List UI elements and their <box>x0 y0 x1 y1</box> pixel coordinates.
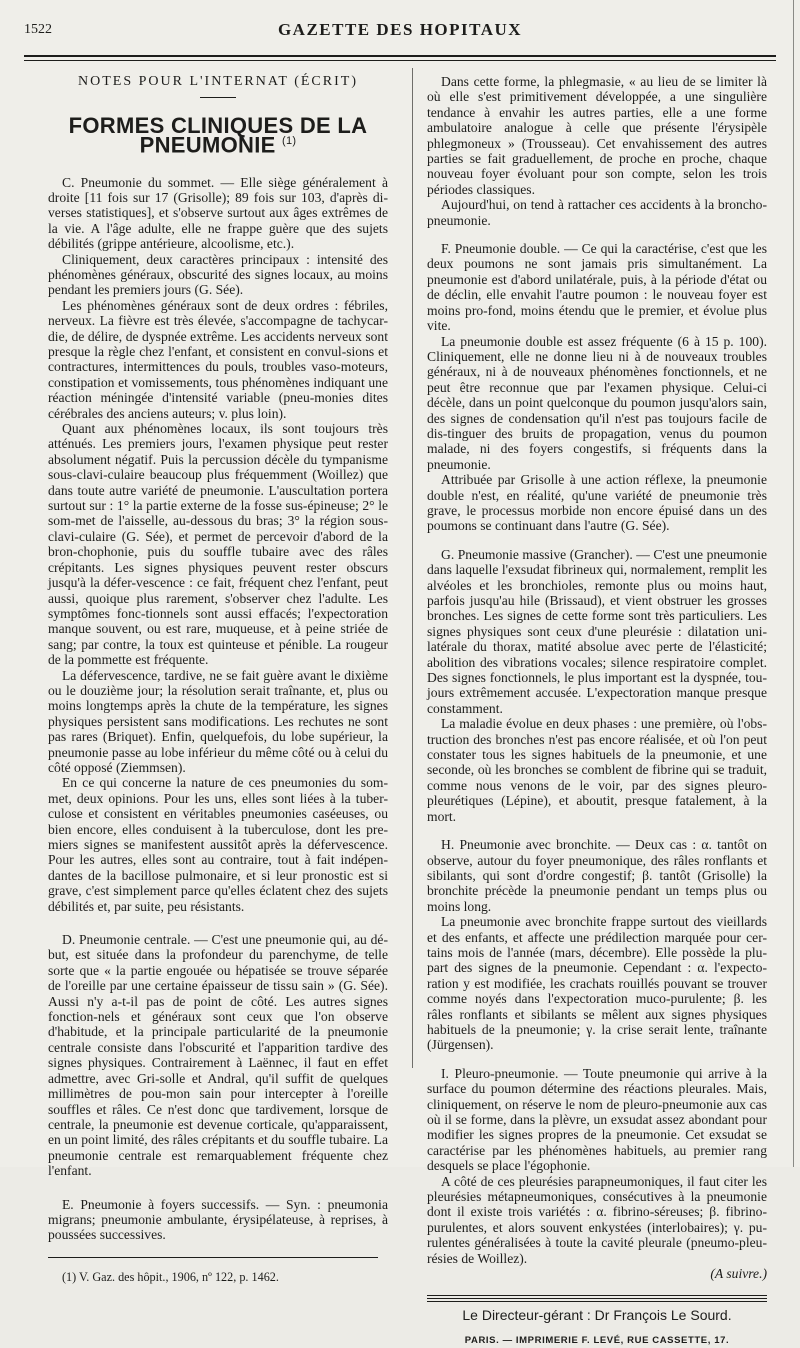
footnote-rule <box>48 1257 378 1258</box>
end-rule <box>427 1298 767 1299</box>
section-h <box>427 837 767 1053</box>
section-f <box>427 241 767 534</box>
paragraph: Cliniquement, deux caractères principaux : intensité des phénomènes généraux, obscurité des signes locaux, au moins pendant les premiers jours (G. Sée). <box>48 251 388 298</box>
editor-line: Le Directeur-gérant : Dr François Le Sourd. <box>462 1307 732 1324</box>
end-rule <box>427 1301 767 1302</box>
section-e <box>48 1197 388 1243</box>
journal-title: GAZETTE DES HOPITAUX <box>277 20 523 39</box>
paragraph: I. Pleuro-pneumonie. — Toute pneumonie qui arrive à la surface du poumon détermine des réactions pleurales. Mais, cliniquement, on réserve le nom de pleuro-pneumonie aux cas où il se forme, dans la plèvre, un exsudat assez abondant pour modifier les signes propres de la pneumonie. Cet exsudat se caractérise par les phénomènes habituels, au premier rang desquels se place l'égophonie. <box>427 1065 767 1174</box>
paragraph: D. Pneumonie centrale. — C'est une pneumonie qui, au dé-but, est située dans la profondeur du parenchyme, de telle sorte que « la partie engouée ou hépatisée se trouve séparée de l'oreille par une certaine épaisseur de tissu sain » (G. Sée). Aussi n'y a-t-il pas de point de côté. Les autres signes fonction-nels et généraux sont ceux que l'on observe d'habitude, et la principale particularité de la pneumonie centrale consiste dans l'obscurité et l'apparition tardive des signes physiques. Contrairement à Laënnec, il faut en effet admettre, avec Gri-solle et Andral, qu'il suffit de quelques millimètres de pou-mon sain pour intercepter à l'oreille souffles et râles. Ce n'est donc que tardivement, lorsque de centrale, la pneumonie est devenue corticale, qu'apparaissent, en un point limité, des râles crépitants et du souffle tubaire. La pneumonie centrale est remarquablement fréquente chez l'enfant. <box>48 932 388 1179</box>
footnote-mark: (1) <box>282 134 297 147</box>
paragraph: A côté de ces pleurésies parapneumoniques, il faut citer les pleurésies métapneumoniques, consécutives à la pneumonie dont il existe trois variétés : α. fibrino-séreuses; β. fibrino-purulentes, et alors souvent enkystées (interlobaires); γ. pu-rulentes généralisées à toute la cavité pleurale (pneumo-pleu-résies de Woillez). <box>427 1173 767 1266</box>
paragraph: La défervescence, tardive, ne se fait guère avant le dixième ou le douzième jour; la résolution serait traînante, et, plus ou moins longtemps après la chute de la température, les signes physiques persistent sans modifications. Les rechutes ne sont pas rares (Briquet). Enfin, quelquefois, du lobe supérieur, la pneumonie passe au lobe inférieur du même côté ou à celui du côté opposé (Ziemmsen). <box>48 667 388 775</box>
page-edge-line <box>793 0 794 1167</box>
paragraph: G. Pneumonie massive (Grancher). — C'est une pneumonie dans laquelle l'exsudat fibrineux qui, normalement, remplit les alvéoles et les bronchioles, remonte plus ou moins haut, parfois jusqu'au hile (Brissaud), et vient obstruer les grosses bronches. Les signes de cette forme sont très particuliers. Les signes physiques sont ceux d'une pleurésie : dilatation uni-latérale du thorax, matité absolue avec perte de l'élasticité; abolition des vibrations vocales; silence respiratoire complet. Des signes fonctionnels, le plus important est la dyspnée, tou-jours extrêmement accusée. L'expectoration manque presque constamment. <box>427 546 767 716</box>
section-e-continued <box>427 74 767 228</box>
paragraph: Les phénomènes généraux sont de deux ordres : fébriles, nerveux. La fièvre est très élevée, s'accompagne de tachycar-die, de délire, de dyspnée extrême. Les accidents nerveux sont presque la règle chez l'enfant, et consistent en convul-sions et contractures, intermittences du pouls, troubles vaso-moteurs, constipation et vomissements, tous phénomènes indiquant une réaction méningée d'intensité variable (pneu-monies dites cérébrales des anciens auteurs; v. plus loin). <box>48 297 388 421</box>
printer-line: PARIS. — IMPRIMERIE F. LEVÉ, RUE CASSETTE, 17. <box>464 1334 730 1346</box>
right-column <box>427 74 767 1348</box>
header-rule-thin <box>24 60 776 61</box>
paragraph: E. Pneumonie à foyers successifs. — Syn. : pneumonia migrans; pneumonie ambulante, érysipélateuse, à reprises, à poussées successives. <box>48 1196 388 1243</box>
paragraph: La pneumonie double est assez fréquente (6 à 15 p. 100). Cliniquement, elle ne donne lieu ni à de nouveaux troubles généraux, ni à de nouveaux phénomènes fonctionnels, et ne peut être reconnue que par l'examen physique. Celui-ci décèle, dans un point quelconque du poumon jusqu'alors sain, des signes de condensation qu'il n'est pas toujours facile de dis-tinguer des bruits de propagation, venus du poumon malade, ni des foyers congestifs, si fréquents dans la pneumonie. <box>427 333 767 472</box>
left-column <box>48 74 388 1285</box>
paragraph: La pneumonie avec bronchite frappe surtout des vieillards et des enfants, et affecte une prédilection marquée pour cer-tains mois de l'année (mars, décembre). Elle possède la plu-part des signes de la pneumonie. Cependant : α. l'expecto-ration y est modifiée, les crachats rouillés pouvant se trouver comme noyés dans l'expectoration muco-purulente; β. les râles ronflants et sibilants se mêlent aux signes physiques habituels de la pneumonie; γ. la crise serait lente, traînante (Jürgensen). <box>427 914 767 1053</box>
paragraph: Quant aux phénomènes locaux, ils sont toujours très atténués. Les premiers jours, l'examen physique peut rester absolument négatif. Puis la percussion décèle du tympanisme sous-clavi-culaire beaucoup plus fréquemment (Woillez) que dans toute autre variété de pneumonie. L'auscultation portera surtout sur : 1° la partie externe de la fosse sus-épineuse; 2° le som-met de l'aisselle, au-dessous du bras; 3° la région sous-clavi-culaire (G. Sée), et permet de percevoir d'abord de la bron-chophonie, puis du souffle tubaire avec des râles crépitants. Les signes physiques peuvent rester obscurs jusqu'à la défer-vescence : ce fait, fréquent chez l'enfant, peut aussi, quoique plus rarement, s'observer chez l'adulte. Les symptômes fonc-tionnels sont aussi effacés; l'expectoration manque souvent, ou est rare, muqueuse, et à peine striée de sang; par contre, la toux est quinteuse et pénible. La rougeur de la pommette est fréquente. <box>48 421 388 668</box>
paragraph: En ce qui concerne la nature de ces pneumonies du som-met, deux opinions. Pour les uns, elles sont liées à la tuber-culose et consistent en véritables pneumonies caséeuses, ou bien encore, elles conduisent à la tuberculose, dont les pre-miers signes se manifestent aussitôt après la défervescence. Pour les autres, elles sont au contraire, tout à fait indépen-dantes de la bacillose pulmonaire, et si leur pronostic est si grave, c'est simplement parce qu'elles éclatent chez des sujets débilités et, par suite, peu résistants. <box>48 775 388 914</box>
paragraph: La maladie évolue en deux phases : une première, où l'obs-truction des bronches n'est pas encore réalisée, et où l'on peut constater tous les signes habituels de la pneumonie, et une seconde, où les bronches se comblent de fibrine qui se traduit, comme nous venons de le voir, par des signes pleuro-pleurétiques (Lépine), et aboutit, presque fatalement, à la mort. <box>427 716 767 824</box>
footnote: (1) V. Gaz. des hôpit., 1906, nº 122, p. 1462. <box>62 1269 279 1284</box>
paragraph: H. Pneumonie avec bronchite. — Deux cas : α. tantôt on observe, autour du foyer pneumonique, des râles ronflants et sibilants, qui sont d'ordre congestif; β. tantôt (Grisolle) la bronchite précède la pneumonie pendant un temps plus ou moins long. <box>427 837 767 914</box>
page-number: 1522 <box>24 22 52 37</box>
to-be-continued: (A suivre.) <box>710 1266 767 1282</box>
section-d <box>48 932 388 1179</box>
article-title-text: FORMES CLINIQUES DE LA PNEUMONIE <box>68 113 368 158</box>
heading-rule <box>200 97 236 98</box>
column-divider <box>412 68 413 1068</box>
paragraph: C. Pneumonie du sommet. — Elle siège généralement à droite [11 fois sur 17 (Grisolle); 89 fois sur 103, d'après di-verses statistiques], et s'observe surtout aux âges extrêmes de la vie. A l'âge adulte, elle ne frappe guère que des sujets débilités (grippe antérieure, alcoolisme, etc.). <box>48 174 388 252</box>
paragraph: F. Pneumonie double. — Ce qui la caractérise, c'est que les deux poumons ne sont jamais pris simultanément. La pneumonie est d'abord unilatérale, puis, à la période d'état ou de déclin, elle envahit l'autre poumon : le nouveau foyer est moins pro-fond, moins étendu que le premier, et évolue plus vite. <box>427 241 767 334</box>
paragraph: Aujourd'hui, on tend à rattacher ces accidents à la broncho-pneumonie. <box>427 197 767 228</box>
section-i <box>427 1066 767 1266</box>
paragraph: Attribuée par Grisolle à une action réflexe, la pneumonie double n'est, en réalité, qu'une variété de pneumonie très grave, le processus morbide non encore épuisé dans un des poumons se continuant dans l'autre (G. Sée). <box>427 472 767 534</box>
paragraph: Dans cette forme, la phlegmasie, « au lieu de se limiter là où elle s'est primitivement développée, a une singulière tendance à envahir les autres parties, elle a une forme ambulatoire analogue à celle que présente l'érysipèle phlegmoneux » (Trousseau). Cet envahissement des autres parties se fait graduellement, de proche en proche, chaque nouveau foyer évoluant pour son compte, selon les trois périodes classiques. <box>427 74 767 197</box>
section-g <box>427 547 767 824</box>
end-rules <box>427 1295 767 1302</box>
end-rule <box>427 1295 767 1296</box>
header-rule-thick <box>24 55 776 57</box>
article-title <box>48 113 388 158</box>
section-c <box>48 175 388 915</box>
notes-heading: NOTES POUR L'INTERNAT (ÉCRIT) <box>78 74 358 89</box>
